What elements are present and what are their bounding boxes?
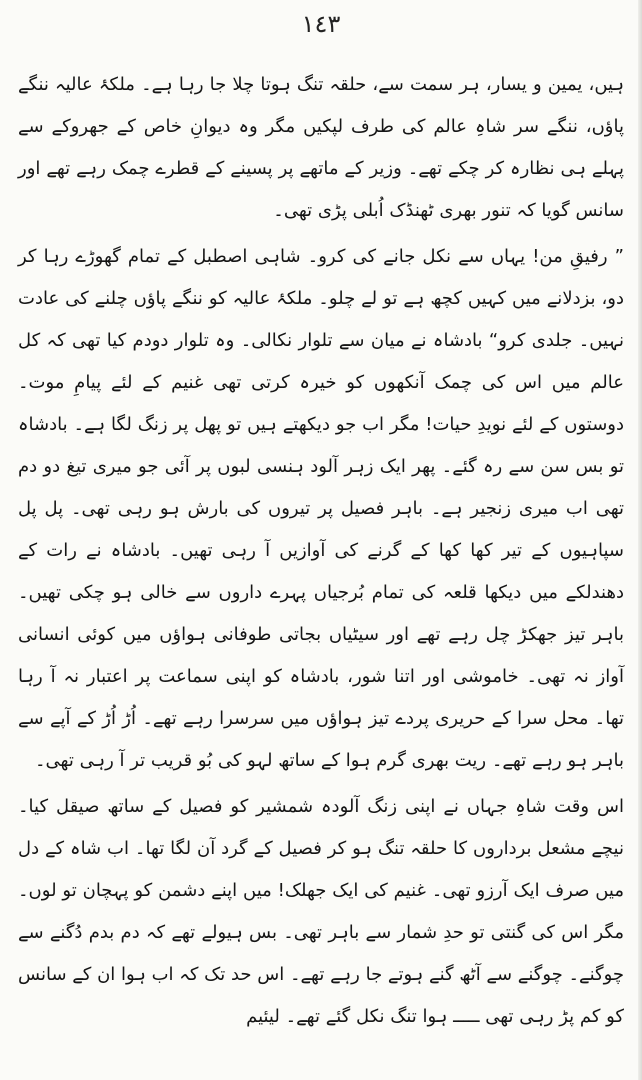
paragraph-2: ” رفیقِ من! یہاں سے نکل جانے کی کرو۔ شاہی اصطبل کے تمام گھوڑے رہا کر دو، بزدلانے میں کہیں کچھ ہے تو لے چلو۔ ملکۂ عالیہ کو ننگے پاؤں چلنے کی عادت نہیں۔ جلدی کرو“ بادشاہ نے میان سے تلوار نکالی۔ وہ تلوار دودم کیا تھی کہ کل عالم میں اس کی چمک آنکھوں کو خیرہ کرتی تھی غنیم کے لئے پیامِ موت۔ دوستوں کے لئے نویدِ حیات! مگر اب جو دیکھتے ہیں تو پھل پر زنگ لگا ہے۔ بادشاہ تو بس سن سے رہ گئے۔ پھر ایک زہر آلود ہنسی لبوں پر آئی جو میری تیغ دو دم تھی اب میری زنجیر ہے۔ باہر فصیل پر تیروں کی بارش ہو رہی تھی۔ پل پل سپاہیوں کے تیر کھا کھا کے گرنے کی آوازیں آ رہی تھیں۔ بادشاہ نے رات کے دھندلکے میں دیکھا قلعہ کی تمام بُرجیاں پہرے داروں سے خالی ہو چکی تھیں۔ باہر تیز جھکڑ چل رہے تھے اور سیٹیاں بجاتی طوفانی ہواؤں میں کوئی انسانی آواز نہ تھی۔ خاموشی اور اتنا شور، بادشاہ کو اپنی سماعت پر اعتبار نہ آ رہا تھا۔ محل سرا کے حریری پردے تیز ہواؤں میں سرسرا رہے تھے۔ اُڑ اُڑ کے آپے سے باہر ہو رہے تھے۔ ریت بھری گرم ہوا کے ساتھ لہو کی بُو قریب تر آ رہی تھی۔ — [18, 246, 624, 771]
paragraph-3: اس وقت شاہِ جہاں نے اپنی زنگ آلودہ شمشیر کو فصیل کے ساتھ صیقل کیا۔ نیچے مشعل برداروں کا حلقہ تنگ ہو کر فصیل کے گرد آن لگا تھا۔ اب شاہ کے دل میں صرف ایک آرزو تھی۔ غنیم کی ایک جھلک! میں اپنے دشمن کو پہچان تو لوں۔ مگر اس کی گنتی تو حدِ شمار سے باہر تھی۔ بس ہیولے تھے کہ دم بدم دُگنے سے چوگنے۔ چوگنے سے آٹھ گنے ہوتے جا رہے تھے۔ اس حد تک کہ اب ہوا ان کے سانس کو کم پڑ رہی تھی ـــــ ہوا تنگ نکل گئے تھے۔ لیئیم — [18, 796, 624, 1027]
page-edge — [638, 0, 642, 1080]
page-number: ١٤٣ — [301, 10, 341, 38]
body-text — [18, 64, 624, 1040]
paragraph-1: ہیں، یمین و یسار، ہر سمت سے، حلقہ تنگ ہوتا چلا جا رہا ہے۔ ملکۂ عالیہ ننگے پاؤں، ننگے سر شاہِ عالم کی طرف لپکیں مگر وہ دیوانِ خاص کے جھروکے سے پہلے ہی نظارہ کر چکے تھے۔ وزیر کے ماتھے پر پسینے کے قطرے چمک رہے تھے اور سانس گویا کہ تنور بھری ٹھنڈک اُبلی پڑی تھی۔ — [18, 74, 624, 221]
